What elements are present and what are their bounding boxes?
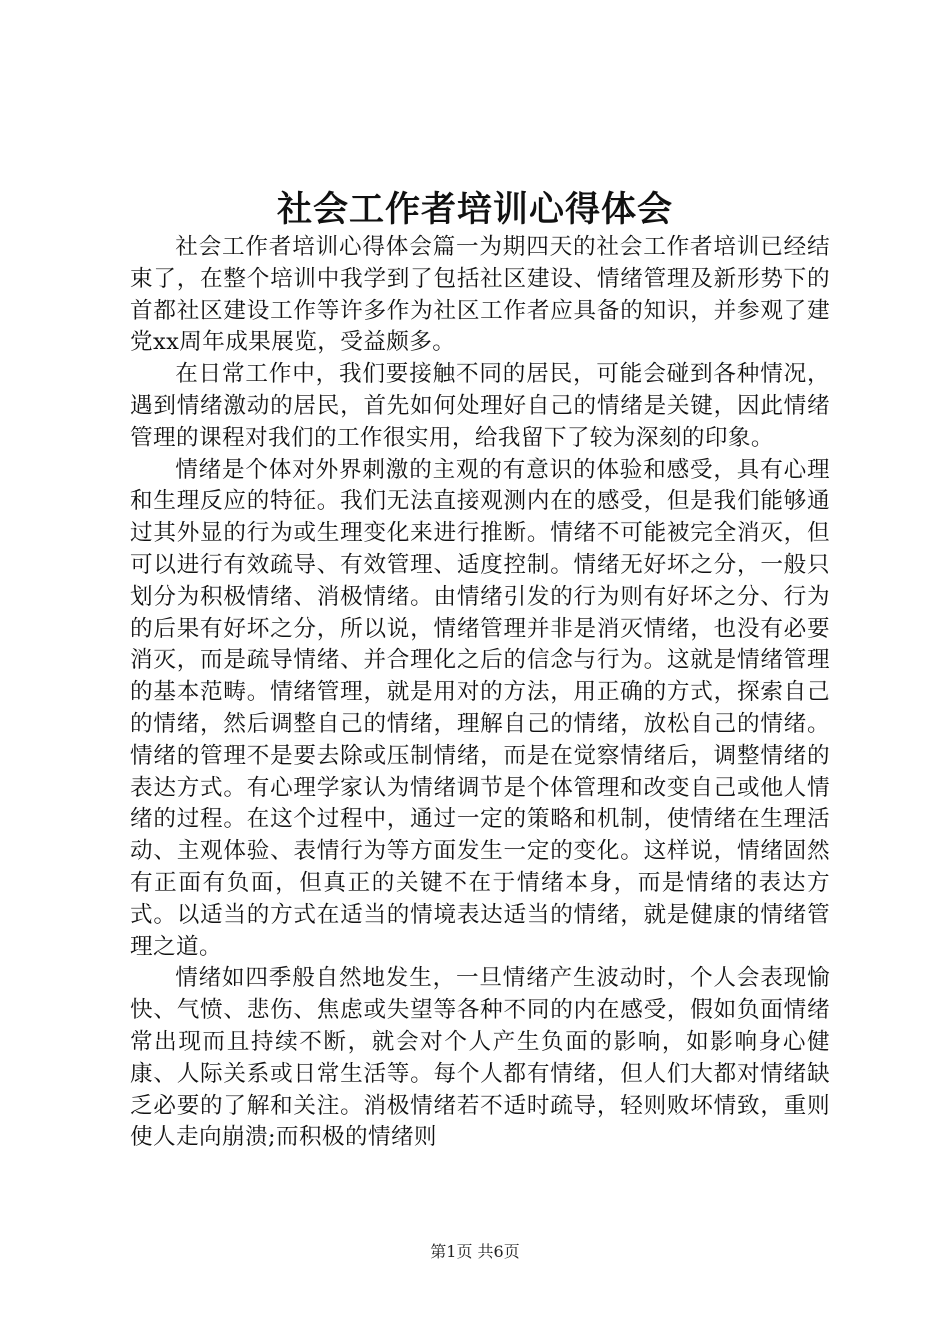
- paragraph: 情绪如四季般自然地发生，一旦情绪产生波动时，个人会表现愉快、气愤、悲伤、焦虑或失望等各种不同的内在感受，假如负面情绪常出现而且持续不断，就会对个人产生负面的影响，如影响身心健康、人际关系或日常生活等。每个人都有情绪，但人们大都对情绪缺乏必要的了解和关注。消极情绪若不适时疏导，轻则败坏情致，重则使人走向崩溃;而积极的情绪则: [130, 965, 830, 1151]
- document-title: 社会工作者培训心得体会: [276, 189, 673, 230]
- paragraph: 社会工作者培训心得体会篇一为期四天的社会工作者培训已经结束了，在整个培训中我学到了包括社区建设、情绪管理及新形势下的首都社区建设工作等许多作为社区工作者应具备的知识，并参观了建党xx周年成果展览，受益颇多。: [130, 234, 830, 356]
- document-body: [130, 232, 830, 1182]
- paragraph: 在日常工作中，我们要接触不同的居民，可能会碰到各种情况，遇到情绪激动的居民，首先如何处理好自己的情绪是关键，因此情绪管理的课程对我们的工作很实用，给我留下了较为深刻的印象。: [130, 361, 830, 451]
- paragraph: 情绪是个体对外界刺激的主观的有意识的体验和感受，具有心理和生理反应的特征。我们无法直接观测内在的感受，但是我们能够通过其外显的行为或生理变化来进行推断。情绪不可能被完全消灭，但可以进行有效疏导、有效管理、适度控制。情绪无好坏之分，一般只划分为积极情绪、消极情绪。由情绪引发的行为则有好坏之分、行为的后果有好坏之分，所以说，情绪管理并非是消灭情绪，也没有必要消灭，而是疏导情绪、并合理化之后的信念与行为。这就是情绪管理的基本范畴。情绪管理，就是用对的方法，用正确的方式，探索自己的情绪，然后调整自己的情绪，理解自己的情绪，放松自己的情绪。情绪的管理不是要去除或压制情绪，而是在觉察情绪后，调整情绪的表达方式。有心理学家认为情绪调节是个体管理和改变自己或他人情绪的过程。在这个过程中，通过一定的策略和机制，使情绪在生理活动、主观体验、表情行为等方面发生一定的变化。这样说，情绪固然有正面有负面，但真正的关键不在于情绪本身，而是情绪的表达方式。以适当的方式在适当的情境表达适当的情绪，就是健康的情绪管理之道。: [130, 456, 830, 960]
- page-number-footer: 第1页 共6页: [430, 1242, 520, 1261]
